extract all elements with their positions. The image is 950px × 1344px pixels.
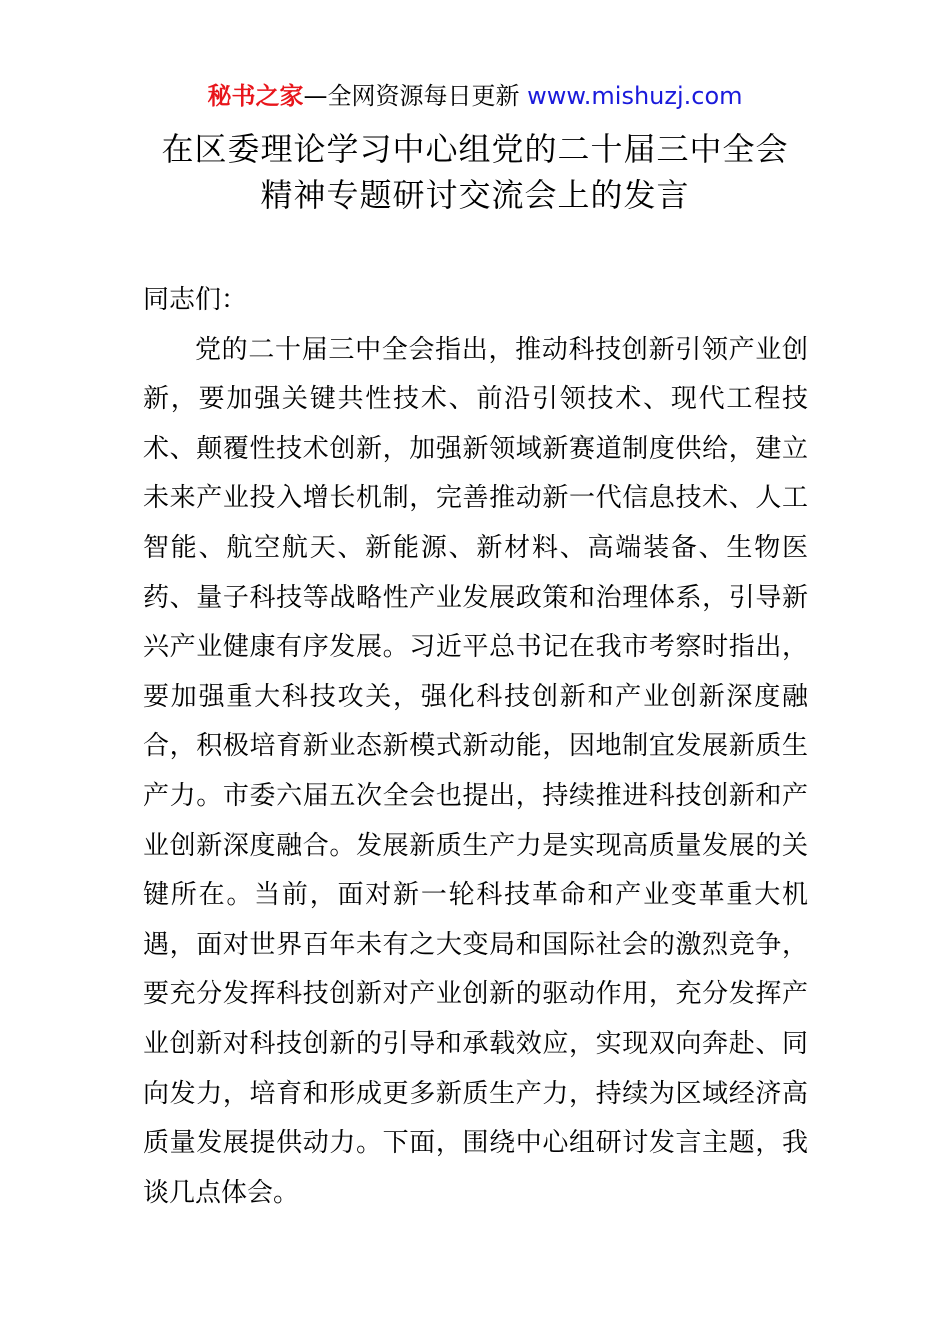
- paragraph-line: 质量发展提供动力。下面，围绕中心组研讨发言主题，我: [143, 1128, 808, 1159]
- site-url-link[interactable]: www.mishuzj.com: [527, 82, 743, 110]
- brand-name: 秘书之家: [207, 82, 304, 110]
- paragraph-line: 向发力，培育和形成更多新质生产力，持续为区域经济高: [143, 1078, 808, 1109]
- document-title: [0, 126, 950, 218]
- paragraph-line: 业创新对科技创新的引导和承载效应，实现双向奔赴、同: [143, 1028, 808, 1059]
- title-line-1: 在区委理论学习中心组党的二十届三中全会: [161, 130, 789, 168]
- paragraph-line: 未来产业投入增长机制，完善推动新一代信息技术、人工: [143, 483, 808, 514]
- paragraph-line: 合，积极培育新业态新模式新动能，因地制宜发展新质生: [143, 731, 808, 762]
- salutation: 同志们：: [143, 285, 248, 315]
- paragraph-line: 要加强重大科技攻关，强化科技创新和产业创新深度融: [143, 681, 808, 712]
- document-body: [143, 276, 808, 1218]
- site-header: [0, 78, 950, 114]
- paragraph-line: 业创新深度融合。发展新质生产力是实现高质量发展的关: [143, 830, 808, 861]
- paragraph-line: 药、量子科技等战略性产业发展政策和治理体系，引导新: [143, 582, 808, 613]
- header-tagline: —全网资源每日更新: [303, 82, 528, 110]
- paragraph-line: 要充分发挥科技创新对产业创新的驱动作用，充分发挥产: [143, 979, 808, 1010]
- paragraph-line: 智能、航空航天、新能源、新材料、高端装备、生物医: [143, 532, 808, 563]
- paragraph-line: 键所在。当前，面对新一轮科技革命和产业变革重大机: [143, 880, 808, 911]
- paragraph-line: 党的二十届三中全会指出，推动科技创新引领产业创: [195, 334, 808, 365]
- paragraph-line: 术、颠覆性技术创新，加强新领域新赛道制度供给，建立: [143, 433, 808, 464]
- paragraph-line: 遇，面对世界百年未有之大变局和国际社会的激烈竞争，: [143, 929, 808, 960]
- paragraph-line: 兴产业健康有序发展。习近平总书记在我市考察时指出，: [143, 632, 808, 663]
- paragraph-line: 谈几点体会。: [143, 1177, 300, 1208]
- paragraph: [143, 326, 808, 1219]
- paragraph-line: 新，要加强关键共性技术、前沿引领技术、现代工程技: [143, 384, 808, 415]
- title-line-2: 精神专题研讨交流会上的发言: [260, 176, 690, 214]
- paragraph-line: 产力。市委六届五次全会也提出，持续推进科技创新和产: [143, 780, 808, 811]
